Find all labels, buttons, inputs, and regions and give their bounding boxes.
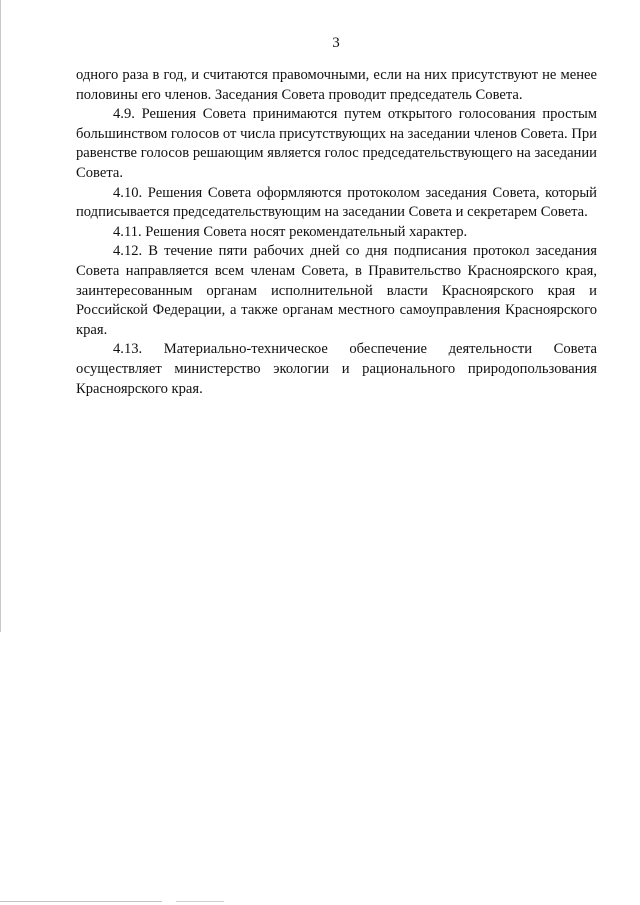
scan-edge-left <box>0 0 1 632</box>
page-number: 3 <box>332 35 340 51</box>
paragraph-continuation: одного раза в год, и считаются правомочными, если на них присутствуют не менее половины его членов. Заседания Совета проводит председатель Совета. <box>76 67 597 103</box>
paragraph-4-10: 4.10. Решения Совета оформляются протоколом заседания Совета, который подписывается председательствующим на заседании Совета и секретарем Совета. <box>76 184 597 221</box>
scan-edge-bottom-fragment <box>176 901 224 902</box>
paragraph-4-12: 4.12. В течение пяти рабочих дней со дня подписания протокол заседания Совета направляется всем членам Совета, в Правительство Красноярского края, заинтересованным органам исполнительной власти Красноярского края и Российской Федерации, а также органам местного самоуправления Красноярского края. <box>76 243 597 338</box>
scan-edge-bottom <box>0 901 162 902</box>
paragraph-4-9: 4.9. Решения Совета принимаются путем открытого голосования простым большинством голосов от числа присутствующих на заседании членов Совета. При равенстве голосов решающим является голос председательствующего на заседании Совета. <box>76 106 597 181</box>
paragraph-4-11: 4.11. Решения Совета носят рекомендательный характер. <box>113 223 468 240</box>
paragraph-4-13: 4.13. Материально-техническое обеспечение деятельности Совета осуществляет министерство экологии и рационального природопользования Красноярского края. <box>76 341 597 397</box>
document-body <box>76 66 597 399</box>
